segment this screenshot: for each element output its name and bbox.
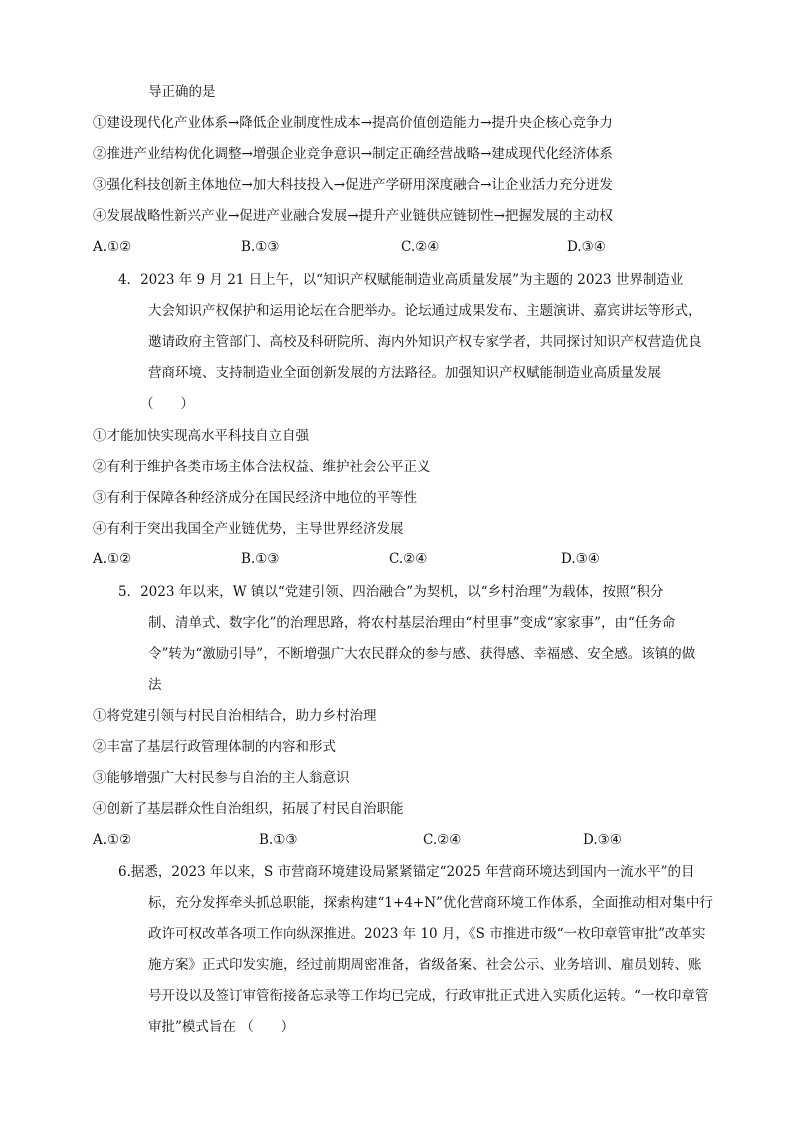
q4-item-3: ③有利于保障各种经济成分在国民经济中地位的平等性 <box>93 490 417 506</box>
q3-item-1: ①建设现代化产业体系→降低企业制度性成本→提高价值创造能力→提升央企核心竞争力 <box>93 115 613 131</box>
q5-stem-4: 法 <box>148 677 162 693</box>
q3-option-d: D.③④ <box>567 239 606 255</box>
q4-stem-3: 邀请政府主管部门、高校及科研院所、海内外知识产权专家学者，共同探讨知识产权营造优良 <box>148 334 702 350</box>
q5-item-2: ②丰富了基层行政管理体制的内容和形式 <box>93 739 336 755</box>
q5-option-a: A.①② <box>93 832 132 848</box>
q4-item-4: ④有利于突出我国全产业链优势，主导世界经济发展 <box>93 521 404 537</box>
q3-option-a: A.①② <box>93 239 132 255</box>
q5-option-d: D.③④ <box>583 832 622 848</box>
q4-option-c: C.②④ <box>389 551 428 567</box>
q3-option-c: C.②④ <box>401 239 440 255</box>
q5-option-b: B.①③ <box>259 832 298 848</box>
q6-stem-5: 号开设以及签订审管衔接备忘录等工作均已完成，行政审批正式进入实质化运转。“一枚印章管 <box>148 988 709 1004</box>
q5-item-1: ①将党建引领与村民自治相结合，助力乡村治理 <box>93 708 377 724</box>
q5-item-3: ③能够增强广大村民参与自治的主人翁意识 <box>93 770 350 786</box>
q5-option-c: C.②④ <box>423 832 462 848</box>
q6-stem-2: 标，充分发挥牵头抓总职能，探索构建“1+4+N”优化营商环境工作体系，全面推动相对集中行 <box>148 895 713 911</box>
q4-option-b: B.①③ <box>241 551 280 567</box>
q3-options <box>93 237 693 257</box>
q6-stem-6: 审批”模式旨在 （ ） <box>148 1019 295 1035</box>
q5-item-4: ④创新了基层群众性自治组织，拓展了村民自治职能 <box>93 801 404 817</box>
q4-stem-1: 4．2023 年 9 月 21 日上午，以“知识产权赋能制造业高质量发展”为主题的 2023 世界制造业 <box>118 272 684 288</box>
q4-option-d: D.③④ <box>561 551 600 567</box>
q3-item-3: ③强化科技创新主体地位→加大科技投入→促进产学研用深度融合→让企业活力充分迸发 <box>93 177 613 193</box>
q5-stem-1: 5．2023 年以来，W 镇以“党建引领、四治融合”为契机，以“乡村治理”为载体，按照“积分 <box>118 584 664 600</box>
q3-item-4: ④发展战略性新兴产业→促进产业融合发展→提升产业链供应链韧性→把握发展的主动权 <box>93 208 613 224</box>
q5-stem-2: 制、清单式、数字化”的治理思路，将农村基层治理由“村里事”变成“家家事”，由“任务命 <box>148 615 676 631</box>
q4-stem-4: 营商环境、支持制造业全面创新发展的方法路径。加强知识产权赋能制造业高质量发展 <box>148 365 661 381</box>
q4-answer-blank: （ ） <box>140 396 194 412</box>
q4-options <box>93 549 693 569</box>
q6-stem-1: 6.据悉，2023 年以来，S 市营商环境建设局紧紧锚定“2025 年营商环境达到国内一流水平”的目 <box>118 864 695 880</box>
q5-stem-3: 令”转为“激励引导”，不断增强广大农民群众的参与感、获得感、幸福感、安全感。该镇的做 <box>148 646 696 662</box>
q3-option-b: B.①③ <box>241 239 280 255</box>
q3-item-2: ②推进产业结构优化调整→增强企业竞争意识→制定正确经营战略→建成现代化经济体系 <box>93 146 613 162</box>
q4-item-2: ②有利于维护各类市场主体合法权益、维护社会公平正义 <box>93 459 431 475</box>
q4-stem-2: 大会知识产权保护和运用论坛在合肥举办。论坛通过成果发布、主题演讲、嘉宾讲坛等形式， <box>148 303 702 319</box>
q3-stem-tail: 导正确的是 <box>148 84 216 100</box>
q4-option-a: A.①② <box>93 551 132 567</box>
q6-stem-4: 施方案》正式印发实施，经过前期周密准备，省级备案、社会公示、业务培训、雇员划转、账 <box>148 957 702 973</box>
q5-options <box>93 830 693 850</box>
q4-item-1: ①才能加快实现高水平科技自立自强 <box>93 428 309 444</box>
q6-stem-3: 政许可权改革各项工作向纵深推进。2023 年 10 月，《S 市推进市级“一枚印章管审批”改革实 <box>148 926 706 942</box>
